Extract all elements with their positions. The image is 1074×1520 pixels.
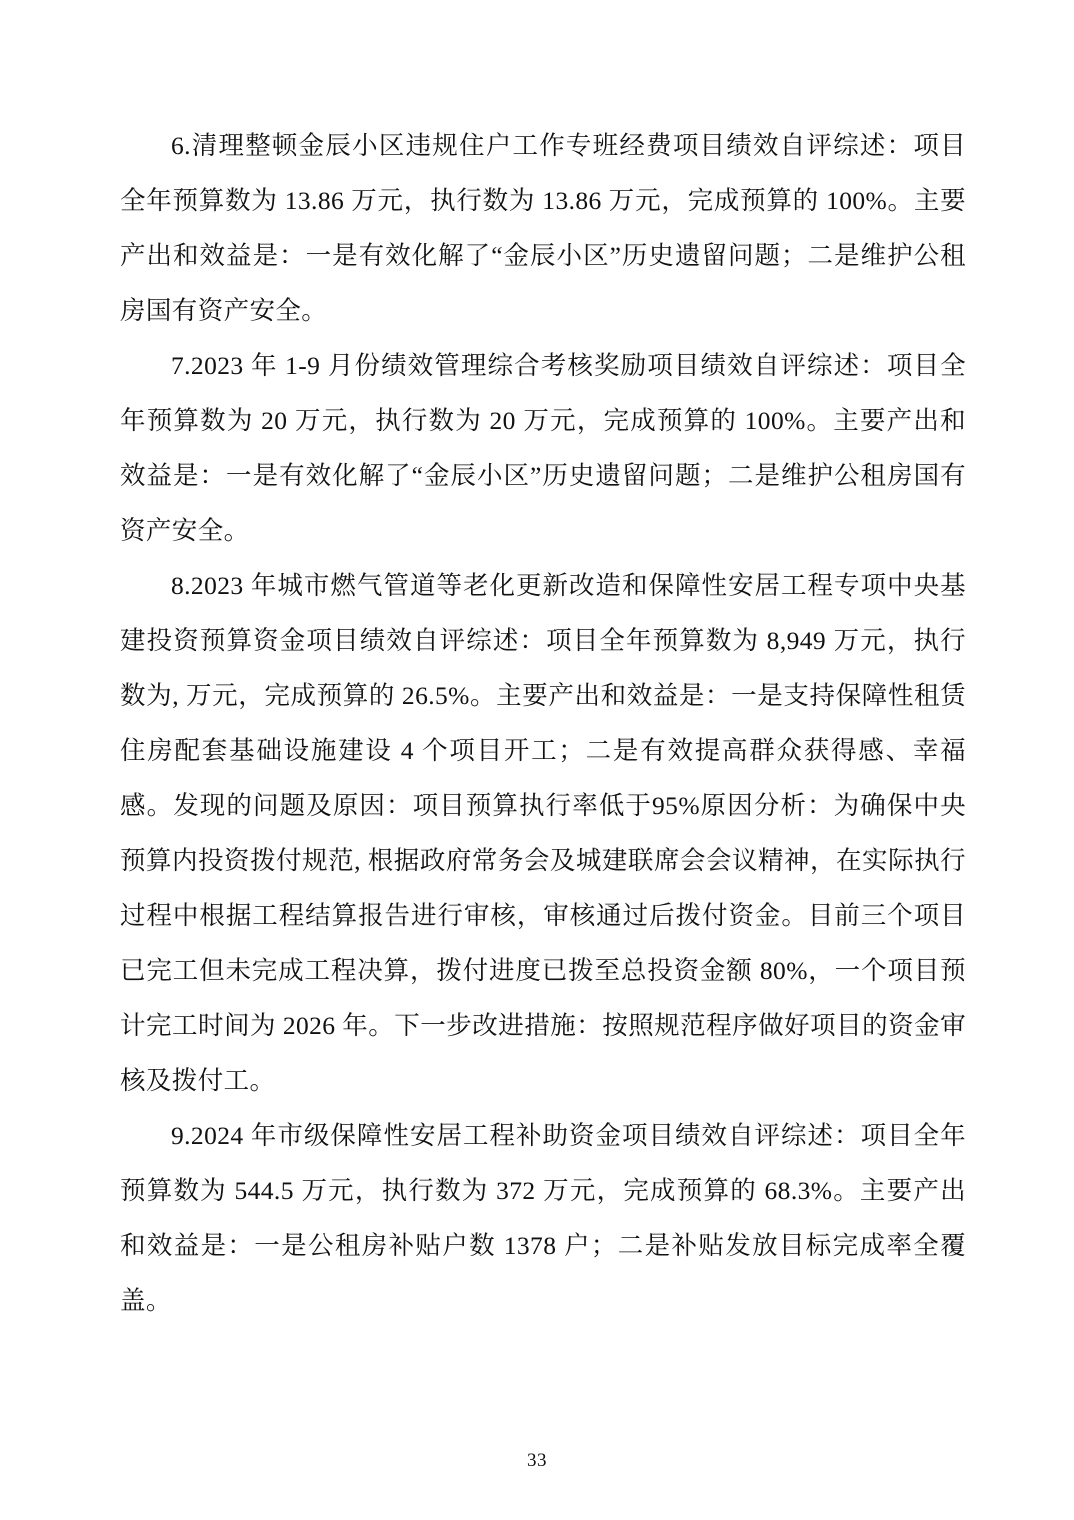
paragraph-item-8: 8.2023 年城市燃气管道等老化更新改造和保障性安居工程专项中央基建投资预算资金项目绩效自评综述：项目全年预算数为 8,949 万元，执行数为, 万元，完成预算的 26.5%。主要产出和效益是：一是支持保障性租赁住房配套基础设施建设 4 个项目开工；二是有效提高群众获得感、幸福感。发现的问题及原因：项目预算执行率低于95%原因分析：为确保中央预算内投资拨付规范, 根据政府常务会及城建联席会会议精神，在实际执行过程中根据工程结算报告进行审核，审核通过后拨付资金。目前三个项目已完工但未完成工程决算，拨付进度已拨至总投资金额 80%，一个项目预计完工时间为 2026 年。下一步改进措施：按照规范程序做好项目的资金审核及拨付工。 <box>120 571 966 1095</box>
document-body <box>120 118 966 1328</box>
paragraph-item-9: 9.2024 年市级保障性安居工程补助资金项目绩效自评综述：项目全年预算数为 544.5 万元，执行数为 372 万元，完成预算的 68.3%。主要产出和效益是：一是公租房补贴户数 1378 户；二是补贴发放目标完成率全覆盖。 <box>120 1121 966 1315</box>
paragraph-item-6: 6.清理整顿金辰小区违规住户工作专班经费项目绩效自评综述：项目全年预算数为 13.86 万元，执行数为 13.86 万元，完成预算的 100%。主要产出和效益是：一是有效化解了“金辰小区”历史遗留问题；二是维护公租房国有资产安全。 <box>120 131 966 325</box>
paragraph-item-7: 7.2023 年 1-9 月份绩效管理综合考核奖励项目绩效自评综述：项目全年预算数为 20 万元，执行数为 20 万元，完成预算的 100%。主要产出和效益是：一是有效化解了“金辰小区”历史遗留问题；二是维护公租房国有资产安全。 <box>120 351 966 545</box>
page-number: 33 <box>527 1450 547 1471</box>
